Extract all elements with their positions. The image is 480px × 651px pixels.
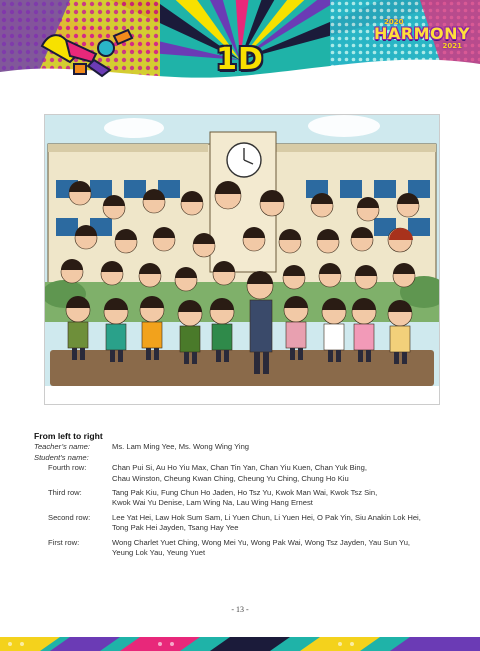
teacher-line xyxy=(34,442,454,452)
harmony-logo xyxy=(374,18,470,50)
row-names-third xyxy=(112,488,454,509)
teacher-label: Teacher’s name: xyxy=(34,442,91,452)
row-names-fourth xyxy=(112,463,454,484)
student-label: Student’s name: xyxy=(34,452,89,462)
class-photo xyxy=(44,114,440,405)
header-banner xyxy=(0,0,480,92)
row-names-fourth-line2: Chau Winston, Cheung Kwan Ching, Cheung Yu Ching, Chung Ho Kiu xyxy=(112,473,349,483)
footer-strip xyxy=(0,637,480,651)
teacher-names: Ms. Lam Ming Yee, Ms. Wong Wing Ying xyxy=(112,442,250,452)
student-heading xyxy=(34,453,454,463)
row-third xyxy=(34,488,454,509)
logo-word: HARMONY xyxy=(374,24,471,43)
row-label-fourth: Fourth row: xyxy=(48,463,87,473)
row-names-first-line1: Wong Charlet Yuet Ching, Wong Mei Yu, Wong Pak Wai, Wong Tsz Jayden, Yau Sun Yu, xyxy=(112,537,411,547)
row-names-third-line1: Tang Pak Kiu, Fung Chun Ho Jaden, Ho Tsz Yu, Kwok Man Wai, Kwok Tsz Sin, xyxy=(112,488,378,498)
row-label-first: First row: xyxy=(48,537,80,547)
row-names-first-line2: Yeung Lok Yau, Yeung Yuet xyxy=(112,548,206,558)
row-label-third: Third row: xyxy=(48,488,82,498)
row-names-second-line1: Lee Yat Hei, Law Hok Sum Sam, Li Yuen Chun, Li Yuen Hei, O Pak Yin, Siu Anakin Lok Hei, xyxy=(112,512,421,522)
row-label-second: Second row: xyxy=(48,512,91,522)
photo-caption xyxy=(34,431,454,558)
class-photo-illustration xyxy=(44,114,440,405)
row-names-third-line2: Kwok Wai Yu Denise, Lam Wing Na, Lau Wing Hang Ernest xyxy=(112,498,313,508)
logo-year-start: 2020 xyxy=(384,18,404,26)
caption-title: From left to right xyxy=(34,431,103,441)
row-names-fourth-line1: Chan Pui Si, Au Ho Yiu Max, Chan Tin Yan, Chan Yiu Kuen, Chan Yuk Bing, xyxy=(112,463,367,473)
class-name: 1D xyxy=(216,42,264,77)
row-names-second-line2: Tong Pak Hei Jayden, Tsang Hay Yee xyxy=(112,523,239,533)
footer-pattern xyxy=(0,637,480,651)
row-names-first xyxy=(112,538,454,559)
row-second xyxy=(34,513,454,534)
page-number: - 13 - xyxy=(231,605,249,614)
row-first xyxy=(34,538,454,559)
logo-year-end: 2021 xyxy=(442,42,462,50)
row-fourth xyxy=(34,463,454,484)
row-names-second xyxy=(112,513,454,534)
